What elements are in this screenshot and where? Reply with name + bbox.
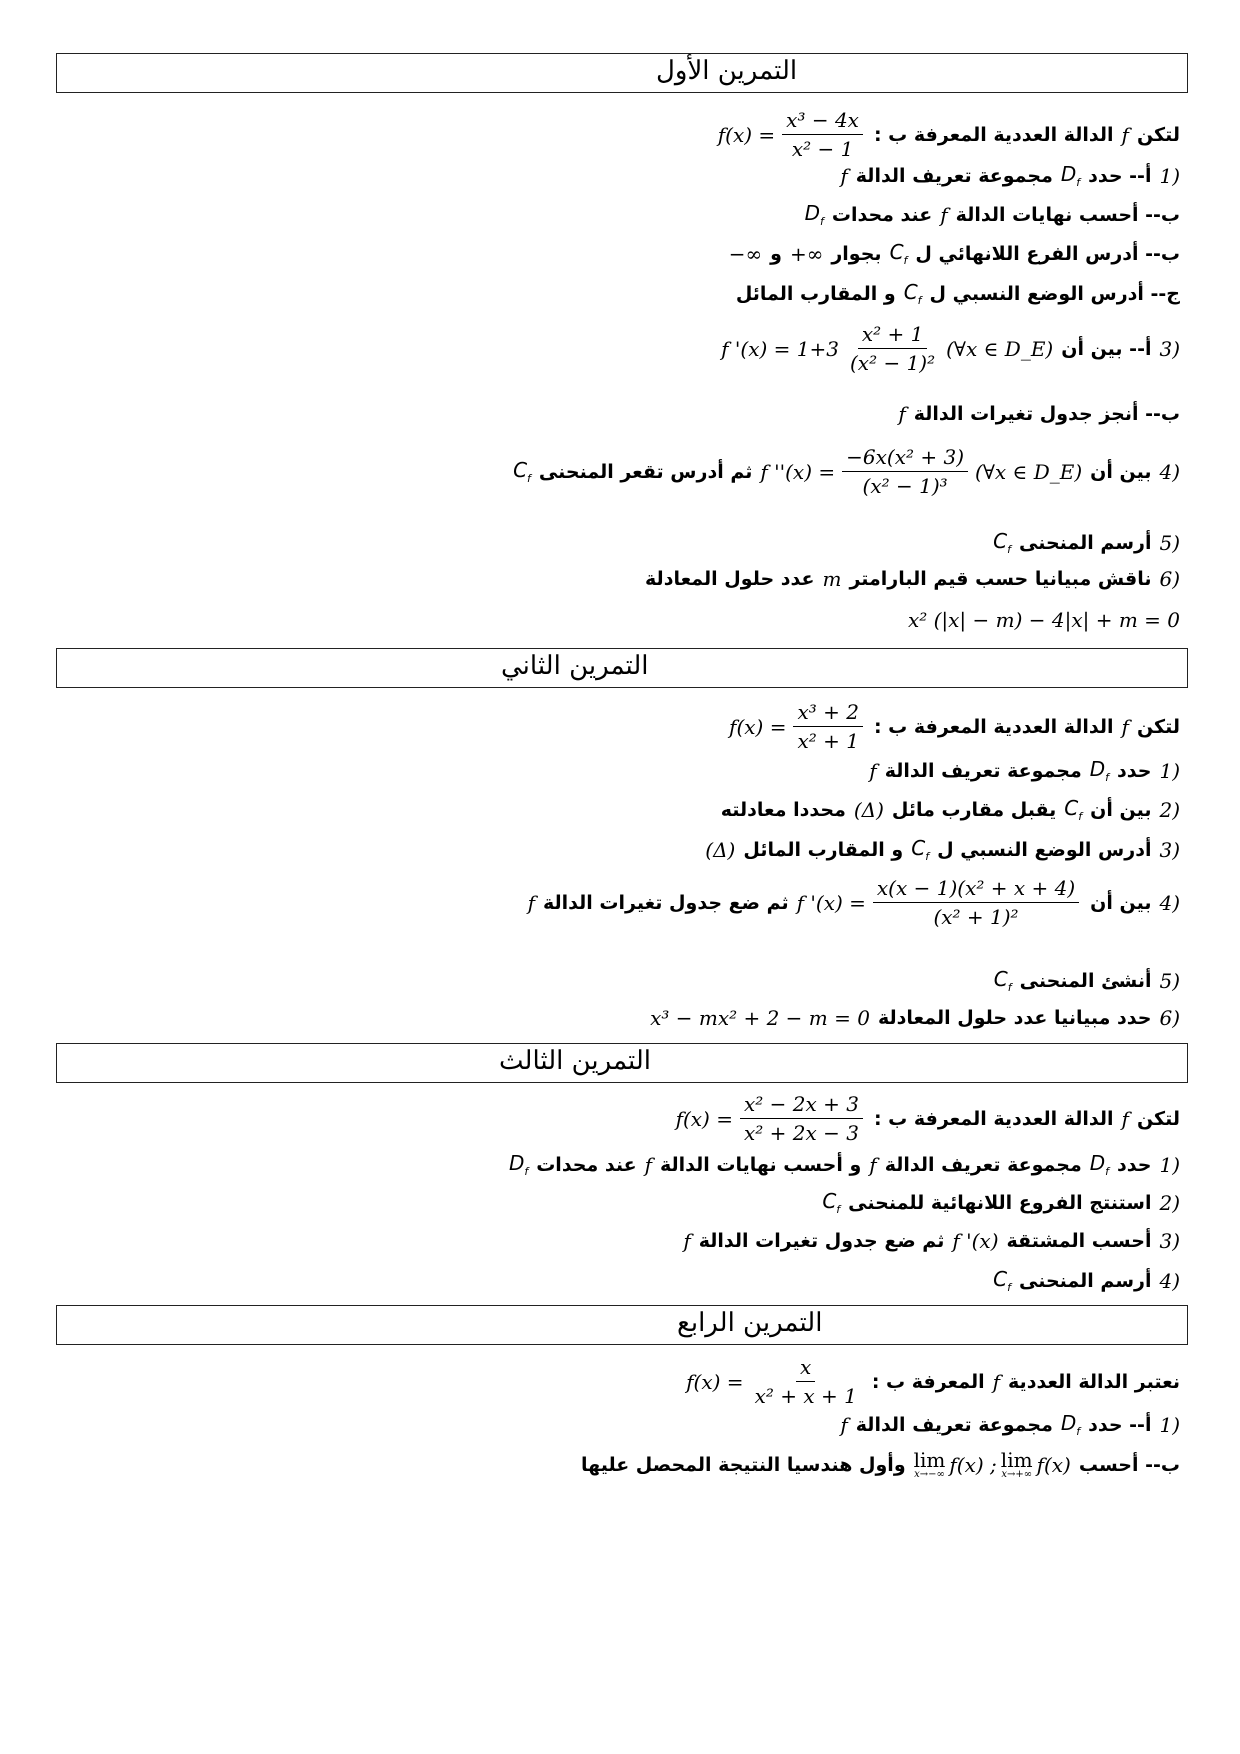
variable-name: D — [1089, 1151, 1106, 1175]
math-text: f — [1121, 714, 1129, 739]
math-variable — [911, 836, 929, 863]
math-text: f — [644, 1152, 652, 1177]
exercise-line — [513, 445, 1180, 498]
exercise-line — [898, 402, 1180, 426]
exercise-line — [908, 608, 1180, 632]
exercise-line — [840, 1411, 1180, 1438]
arabic-text: ثم ضع جدول تغيرات الدالة — [698, 1230, 945, 1252]
math-expression — [1159, 1413, 1180, 1437]
exercise-line — [705, 836, 1180, 863]
math-text: f(x) = — [729, 714, 787, 739]
math-text: f — [992, 1369, 1001, 1394]
fraction-denominator: (x² − 1)² — [850, 351, 936, 375]
arabic-text: يقبل مقارب مائل — [891, 798, 1057, 821]
fraction-denominator: x² + 2x − 3 — [743, 1121, 859, 1145]
arabic-text: ثم ضع جدول تغيرات الدالة — [543, 891, 789, 914]
math-variable — [994, 967, 1012, 994]
variable-name: C — [1064, 796, 1079, 820]
math-text: +∞ — [789, 241, 824, 266]
variable-name: C — [822, 1189, 837, 1213]
math-text: −∞ — [728, 241, 763, 266]
fraction — [782, 108, 863, 161]
limit-operator: lim — [1000, 1448, 1033, 1472]
variable-subscript: f — [820, 215, 824, 228]
math-text: 4) — [1159, 890, 1180, 915]
math-text: f '(x) — [952, 1229, 999, 1253]
exercise-title: التمرين الرابع — [677, 1308, 823, 1338]
arabic-text: حدد — [1117, 1153, 1152, 1176]
exercise-line — [822, 1189, 1180, 1216]
arabic-text: لتكن — [1136, 1107, 1180, 1130]
fraction — [793, 700, 863, 753]
fraction-numerator: x(x − 1)(x² + x + 4) — [873, 876, 1079, 903]
math-text: f — [869, 1152, 877, 1177]
math-text: 6) — [1159, 1006, 1180, 1030]
variable-subscript: f — [925, 850, 930, 863]
arabic-text: و المقارب المائل — [735, 282, 896, 305]
exercise-title-box — [56, 53, 1188, 93]
exercise-line — [718, 108, 1180, 161]
math-text: 4) — [1159, 459, 1180, 484]
exercise-line — [721, 322, 1180, 375]
math-expression — [528, 891, 535, 915]
variable-subscript: f — [527, 472, 531, 485]
arabic-text: أنشئ المنحنى — [1019, 969, 1152, 992]
exercise-line — [993, 1267, 1180, 1294]
exercise-title: التمرين الثالث — [499, 1046, 652, 1076]
exercise-line — [528, 876, 1180, 929]
variable-name: D — [1060, 162, 1077, 186]
math-variable — [993, 529, 1011, 556]
arabic-text: وأول هندسيا النتيجة المحصل عليها — [581, 1454, 906, 1476]
math-text: f — [840, 1412, 848, 1437]
fraction — [751, 1355, 861, 1408]
arabic-text: مجموعة تعريف الدالة — [855, 164, 1053, 187]
math-expression — [1159, 460, 1180, 484]
arabic-text: ناقش مبيانيا حسب قيم البارامتر — [849, 568, 1152, 590]
arabic-text: عند محدات — [831, 203, 933, 226]
math-expression — [718, 108, 866, 161]
math-text: 5) — [1159, 530, 1180, 555]
exercise-title: التمرين الثاني — [501, 651, 649, 681]
math-text: 1) — [1159, 163, 1180, 188]
variable-subscript: f — [917, 294, 922, 307]
math-text: f '(x) = 1+3 — [721, 336, 839, 361]
math-text: x³ − mx² + 2 − m = 0 — [650, 1006, 870, 1030]
arabic-text: الدالة العددية المعرفة ب : — [873, 123, 1114, 146]
math-text: 2) — [1159, 797, 1180, 822]
math-expression — [1159, 969, 1180, 993]
fraction-numerator: x² + 1 — [858, 322, 928, 349]
arabic-text: لتكن — [1136, 715, 1180, 738]
fraction-numerator: x³ + 2 — [793, 700, 863, 727]
math-expression — [1159, 798, 1180, 822]
arabic-text: بين أن — [1090, 798, 1152, 821]
arabic-text: مجموعة تعريف الدالة — [884, 759, 1082, 782]
arabic-text: بين أن — [1090, 891, 1152, 914]
exercise-line — [729, 240, 1180, 267]
arabic-text: حدد — [1117, 759, 1152, 782]
math-text: f — [1121, 1106, 1129, 1131]
math-expression — [869, 759, 876, 783]
arabic-text: و — [770, 242, 782, 265]
math-expression — [940, 203, 947, 227]
math-expression — [822, 567, 841, 591]
math-expression — [840, 1413, 847, 1437]
math-expression — [1159, 891, 1180, 915]
variable-subscript: f — [1076, 176, 1081, 189]
math-text: 1) — [1159, 758, 1180, 783]
fraction-numerator: x — [796, 1355, 815, 1382]
arabic-text: ب-- أدرس الفرع اللانهائي ل — [915, 242, 1180, 265]
math-variable — [822, 1189, 840, 1216]
fraction-numerator: x² − 2x + 3 — [740, 1092, 863, 1119]
math-text: f — [840, 163, 848, 188]
math-text: (Δ) — [853, 797, 884, 822]
arabic-text: عند محدات — [536, 1153, 637, 1176]
math-expression — [1159, 164, 1180, 188]
math-text: (Δ) — [705, 837, 736, 862]
arabic-text: ج-- أدرس الوضع النسبي ل — [929, 282, 1180, 305]
math-text: 5) — [1159, 968, 1180, 993]
math-expression — [1159, 531, 1180, 555]
math-expression — [1122, 715, 1129, 739]
math-expression — [993, 1370, 1000, 1394]
math-variable — [1061, 1411, 1080, 1438]
variable-name: C — [993, 1267, 1008, 1291]
math-variable — [1061, 162, 1080, 189]
math-text: (∀x ∈ D_E) — [946, 336, 1054, 361]
exercise-line — [676, 1092, 1180, 1145]
variable-name: D — [1060, 1411, 1077, 1435]
exercise-title-box — [56, 648, 1188, 688]
math-expression — [705, 838, 735, 862]
fraction-numerator: x³ − 4x — [782, 108, 863, 135]
variable-subscript: f — [1007, 543, 1011, 556]
arabic-text: استنتج الفروع اللانهائية للمنحنى — [848, 1191, 1152, 1214]
math-expression — [1159, 1191, 1180, 1215]
arabic-text: أ-- حدد — [1088, 164, 1152, 187]
math-text: f — [683, 1229, 691, 1253]
math-expression — [854, 798, 884, 822]
math-expression — [790, 242, 823, 266]
math-expression — [729, 242, 762, 266]
exercise-line — [686, 1355, 1180, 1408]
math-expression — [914, 1450, 1071, 1480]
math-text: f — [869, 758, 877, 783]
arabic-text: عدد حلول المعادلة — [645, 568, 815, 590]
math-expression — [686, 1355, 864, 1408]
fraction-denominator: (x² − 1)³ — [862, 474, 948, 498]
math-text: f — [527, 890, 535, 915]
arabic-text: أرسم المنحنى — [1019, 1269, 1152, 1292]
math-text: f '(x) = — [796, 890, 866, 915]
math-text: f ''(x) = — [760, 459, 836, 484]
math-variable — [1090, 757, 1109, 784]
math-text: 1) — [1159, 1412, 1180, 1437]
math-expression — [1159, 337, 1180, 361]
exercise-line — [581, 1450, 1180, 1480]
exercise-line — [869, 757, 1180, 784]
limit-operator: lim — [913, 1448, 946, 1472]
math-expression — [676, 1092, 866, 1145]
exercise-title-box — [56, 1305, 1188, 1345]
variable-name: C — [903, 280, 918, 304]
math-expression — [952, 1229, 998, 1253]
variable-subscript: f — [1105, 1165, 1110, 1178]
arabic-text: الدالة العددية المعرفة ب : — [873, 1107, 1114, 1130]
variable-name: D — [508, 1151, 525, 1175]
arabic-text: بجوار — [831, 242, 882, 265]
math-text: f — [1121, 122, 1129, 147]
arabic-text: أ-- حدد — [1088, 1413, 1152, 1436]
math-variable — [993, 1267, 1011, 1294]
arabic-text: و المقارب المائل — [743, 838, 904, 861]
math-text: f — [898, 402, 906, 426]
variable-name: C — [889, 240, 904, 264]
exercise-line — [993, 529, 1180, 556]
limit-subscript: x→+∞ — [1001, 1469, 1033, 1480]
arabic-text: ب-- أحسب نهايات الدالة — [955, 203, 1180, 226]
math-expression — [729, 700, 866, 753]
math-expression — [683, 1229, 690, 1253]
arabic-text: ب-- أحسب — [1078, 1454, 1180, 1476]
math-text: 3) — [1159, 1229, 1180, 1253]
variable-name: C — [911, 836, 926, 860]
arabic-text: نعتبر الدالة العددية — [1008, 1370, 1180, 1393]
math-text: f(x) ; — [949, 1453, 997, 1477]
fraction-denominator: x² + 1 — [797, 729, 859, 753]
limit — [1001, 1450, 1033, 1480]
math-expression — [1122, 1107, 1129, 1131]
math-text: m — [822, 567, 842, 591]
math-variable — [805, 201, 824, 228]
variable-subscript: f — [1007, 981, 1012, 994]
math-text: f(x) = — [686, 1369, 744, 1394]
math-text: f(x) — [1036, 1453, 1071, 1477]
arabic-text: محددا معادلته — [720, 798, 846, 821]
arabic-text: المعرفة ب : — [871, 1370, 985, 1393]
math-expression — [1159, 759, 1180, 783]
exercise-title-box — [56, 1043, 1188, 1083]
math-expression — [1159, 838, 1180, 862]
arabic-text: أ-- بين أن — [1061, 337, 1152, 360]
arabic-text: بين أن — [1090, 460, 1152, 483]
variable-subscript: f — [1078, 810, 1083, 823]
exercise-title: التمرين الأول — [656, 56, 798, 86]
math-expression — [1159, 1153, 1180, 1177]
math-text: 2) — [1159, 1190, 1180, 1215]
arabic-text: لتكن — [1136, 123, 1180, 146]
math-expression — [908, 608, 1180, 632]
variable-name: C — [513, 458, 528, 482]
variable-name: D — [1089, 757, 1106, 781]
math-text: 1) — [1159, 1152, 1180, 1177]
variable-subscript: f — [903, 254, 908, 267]
math-expression — [1159, 567, 1180, 591]
math-expression — [840, 164, 847, 188]
math-text: f(x) = — [675, 1106, 733, 1131]
math-variable — [1064, 796, 1082, 823]
variable-subscript: f — [524, 1165, 529, 1178]
variable-name: D — [804, 201, 821, 225]
math-expression — [1159, 1229, 1180, 1253]
fraction — [842, 445, 968, 498]
math-variable — [509, 1151, 528, 1178]
fraction-denominator: (x² + 1)² — [933, 905, 1019, 929]
exercise-line — [729, 700, 1180, 753]
math-variable — [890, 240, 908, 267]
variable-subscript: f — [1105, 771, 1110, 784]
fraction — [740, 1092, 863, 1145]
math-text: 4) — [1159, 1268, 1180, 1293]
variable-subscript: f — [1076, 1425, 1081, 1438]
exercise-line — [736, 280, 1180, 307]
arabic-text: أحسب المشتقة — [1006, 1230, 1152, 1252]
math-text: 6) — [1159, 567, 1180, 591]
fraction — [846, 322, 939, 375]
arabic-text: مجموعة تعريف الدالة — [855, 1413, 1053, 1436]
exercise-line — [509, 1151, 1180, 1178]
math-text: (∀x ∈ D_E) — [975, 459, 1083, 484]
math-expression — [898, 402, 905, 426]
arabic-text: و أحسب نهايات الدالة — [660, 1153, 862, 1176]
math-expression — [645, 1153, 652, 1177]
exercise-line — [805, 201, 1180, 228]
exercise-line — [645, 567, 1180, 591]
math-expression — [760, 445, 1082, 498]
exercise-line — [840, 162, 1180, 189]
math-expression — [797, 876, 1082, 929]
math-expression — [869, 1153, 876, 1177]
variable-name: C — [993, 529, 1008, 553]
math-variable — [1090, 1151, 1109, 1178]
math-text: f(x) = — [717, 122, 776, 147]
fraction — [873, 876, 1079, 929]
math-variable — [904, 280, 922, 307]
math-expression — [1159, 1269, 1180, 1293]
exercise-line — [650, 1006, 1180, 1030]
limit — [914, 1450, 946, 1480]
arabic-text: أرسم المنحنى — [1019, 531, 1152, 554]
variable-subscript: f — [836, 1203, 841, 1216]
math-expression — [1122, 123, 1129, 147]
math-text: x² (|x| − m) − 4|x| + m = 0 — [907, 608, 1180, 632]
math-text: 3) — [1159, 837, 1180, 862]
arabic-text: ب-- أنجز جدول تغيرات الدالة — [913, 403, 1180, 425]
fraction-denominator: x² + x + 1 — [754, 1384, 857, 1408]
exercise-line — [721, 796, 1180, 823]
variable-subscript: f — [1007, 1281, 1011, 1294]
exercise-line — [683, 1229, 1180, 1253]
math-expression — [650, 1006, 870, 1030]
variable-name: C — [993, 967, 1008, 991]
fraction-numerator: −6x(x² + 3) — [842, 445, 968, 472]
arabic-text: حدد مبيانيا عدد حلول المعادلة — [877, 1007, 1152, 1029]
exercise-line — [994, 967, 1180, 994]
math-text: 3) — [1159, 336, 1180, 361]
arabic-text: مجموعة تعريف الدالة — [884, 1153, 1082, 1176]
arabic-text: ثم أدرس تقعر المنحنى — [538, 460, 753, 483]
arabic-text: أدرس الوضع النسبي ل — [937, 838, 1152, 861]
limit-subscript: x→−∞ — [914, 1469, 945, 1480]
math-text: f — [940, 202, 948, 227]
math-variable — [513, 458, 531, 485]
fraction-denominator: x² − 1 — [791, 137, 854, 161]
arabic-text: الدالة العددية المعرفة ب : — [873, 715, 1114, 738]
math-expression — [1159, 1006, 1180, 1030]
math-expression — [721, 322, 1053, 375]
